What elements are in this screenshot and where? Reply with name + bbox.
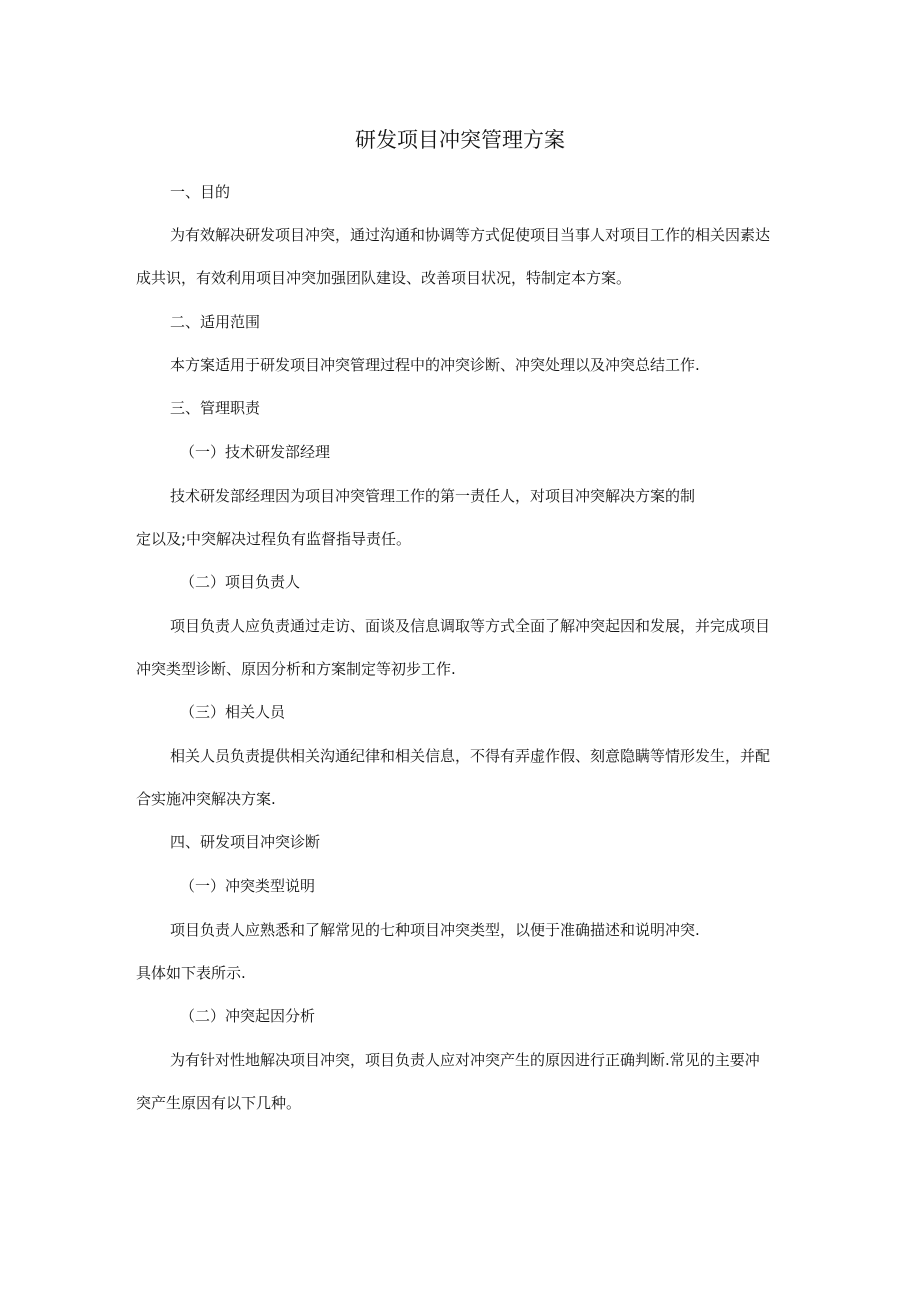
paragraph-line: 本方案适用于研发项目冲突管理过程中的冲突诊断、冲突处理以及冲突总结工作.	[170, 356, 700, 374]
subsection-heading: （二）冲突起因分析	[180, 1007, 316, 1025]
paragraph-line: 突产生原因有以下几种。	[136, 1094, 302, 1112]
section-heading-purpose: 一、目的	[170, 183, 231, 201]
section-heading-responsibilities: 三、管理职责	[170, 399, 261, 417]
paragraph-line: 项目负责人应熟悉和了解常见的七种项目冲突类型，以便于准确描述和说明冲突.	[170, 921, 700, 939]
subsection-heading: （三）相关人员	[180, 703, 286, 721]
paragraph-line: 具体如下表所示.	[136, 964, 246, 982]
subsection-heading: （一）冲突类型说明	[180, 877, 316, 895]
paragraph-line: 相关人员负责提供相关沟通纪律和相关信息，不得有弄虚作假、刻意隐瞒等情形发生，并配	[170, 747, 771, 765]
paragraph-line: 项目负责人应负责通过走访、面谈及信息调取等方式全面了解冲突起因和发展，并完成项目	[170, 617, 771, 635]
subsection-heading: （二）项目负责人	[180, 573, 301, 591]
paragraph-line: 冲突类型诊断、原因分析和方案制定等初步工作.	[136, 660, 456, 678]
section-heading-diagnosis: 四、研发项目冲突诊断	[170, 833, 321, 851]
paragraph-line: 为有针对性地解决项目冲突，项目负责人应对冲突产生的原因进行正确判断.常见的主要冲	[170, 1051, 760, 1069]
paragraph-line: 技术研发部经理因为项目冲突管理工作的第一责任人，对项目冲突解决方案的制	[170, 487, 696, 505]
subsection-heading: （一）技术研发部经理	[180, 443, 331, 461]
paragraph-line: 定以及;中突解决过程负有监督指导责任。	[136, 530, 412, 548]
paragraph-line: 成共识，有效利用项目冲突加强团队建设、改善项目状况，特制定本方案。	[136, 269, 632, 287]
document-title: 研发项目冲突管理方案	[355, 128, 565, 152]
paragraph-line: 为有效解决研发项目冲突，通过沟通和协调等方式促使项目当事人对项目工作的相关因素达	[170, 226, 771, 244]
section-heading-scope: 二、适用范围	[170, 313, 261, 331]
paragraph-line: 合实施冲突解决方案.	[136, 790, 276, 808]
